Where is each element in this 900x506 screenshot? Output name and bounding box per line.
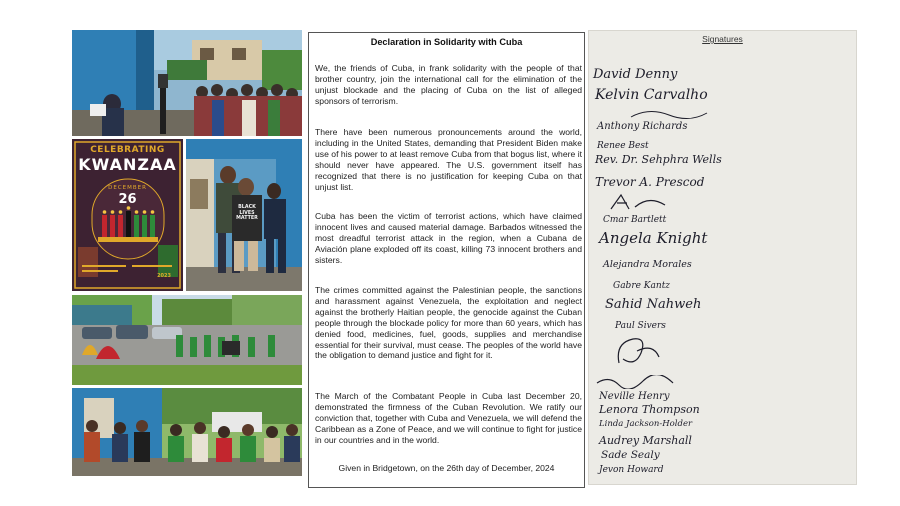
declaration-paragraph-5: The March of the Combatant People in Cuba last December 20, demonstrated the firmness of the Cuban Revolution. We ratify our conviction that, together with Cuba and Venezuela, we will defend the Caribbean as a Zone of Peace, and we will continue to fight for justice in our countries and in the world. [315,391,582,445]
shirt-word-2: LIVES [239,210,255,216]
signature-scribble-4 [595,375,675,389]
signature-2: Kelvin Carvalho [595,87,708,103]
signature-scribble-3 [613,333,663,369]
poster-title-top: CELEBRATING [90,145,165,155]
signature-13: Neville Henry [599,391,670,402]
declaration-paragraph-3: Cuba has been the victim of terrorist actions, which have claimed innocent lives and caused material damage. Barbados witnessed the most dreadful terrorist attack in the region, when a Cubana de Aviación plane exploded off its coast, killing 73 innocent brothers and sisters. [315,211,582,265]
signature-10: Gabre Kantz [613,281,671,291]
kwanzaa-poster [72,139,183,291]
poster-year: 2023 [157,273,171,279]
signature-16: Audrey Marshall [599,434,692,447]
signature-15: Linda Jackson-Holder [599,419,693,429]
declaration-document [308,32,585,488]
photo-group-gathering [72,388,302,476]
signature-scribble-1 [629,107,709,121]
signature-scribble-2 [609,193,669,213]
signature-18: Jevon Howard [599,465,664,475]
poster-day: 26 [118,192,137,207]
signature-7: Cmar Bartlett [603,215,667,225]
signature-1: David Denny [593,67,678,82]
signature-6: Trevor A. Prescod [595,175,705,189]
signature-17: Sade Sealy [601,449,660,461]
signature-11: Sahid Nahweh [605,297,702,312]
signature-9: Alejandra Morales [603,259,692,270]
signature-14: Lenora Thompson [599,403,700,416]
declaration-closing: Given in Bridgetown, on the 26th day of December, 2024 [338,463,555,473]
poster-title-main: KWANZAA [78,155,177,174]
signature-8: Angela Knight [599,229,708,247]
shirt-word-1: BLACK [238,205,256,210]
declaration-paragraph-1: We, the friends of Cuba, in frank solidarity with the people of that brother country, join the international call for the elimination of the unjust blockade and the placing of Cuba on the list of alleged sponsors of terrorism. [315,63,582,106]
declaration-title: Declaration in Solidarity with Cuba [370,37,523,47]
signatures-header: Signatures [702,34,743,44]
shirt-text [233,205,261,222]
declaration-paragraph-4: The crimes committed against the Palestinian people, the sanctions and harassment against Venezuela, the exploitation and neglect against the brotherly Haitian people, the genocide against the Cuban people through the blockade policy for more than 60 years, which has denied food, medicines, fuel, goods, supplies and merchandise essential for their survival, must cease. The peoples of the world have the obligation to demand justice and fight for it. [315,285,582,361]
signature-4: Renee Best [597,141,649,151]
declaration-paragraph-2: There have been numerous pronouncements around the world, including in the United States, demanding that President Biden make use of his power to at least remove Cuba from that bogus list, where it should never have appeared. The U.S. government itself has recognized that there is no justification for keeping Cuba on that unjust list. [315,127,582,192]
photo-speaker-crowd [72,30,302,136]
photo-street-procession [72,295,302,385]
poster-month: DECEMBER [108,185,147,191]
shirt-word-3: MATTER [236,216,258,222]
signature-sheet [588,30,857,485]
signature-3: Anthony Richards [597,121,688,132]
signature-5: Rev. Dr. Sehphra Wells [595,153,722,166]
signature-12: Paul Sivers [615,321,666,331]
photo-blm-speaker [186,139,302,291]
